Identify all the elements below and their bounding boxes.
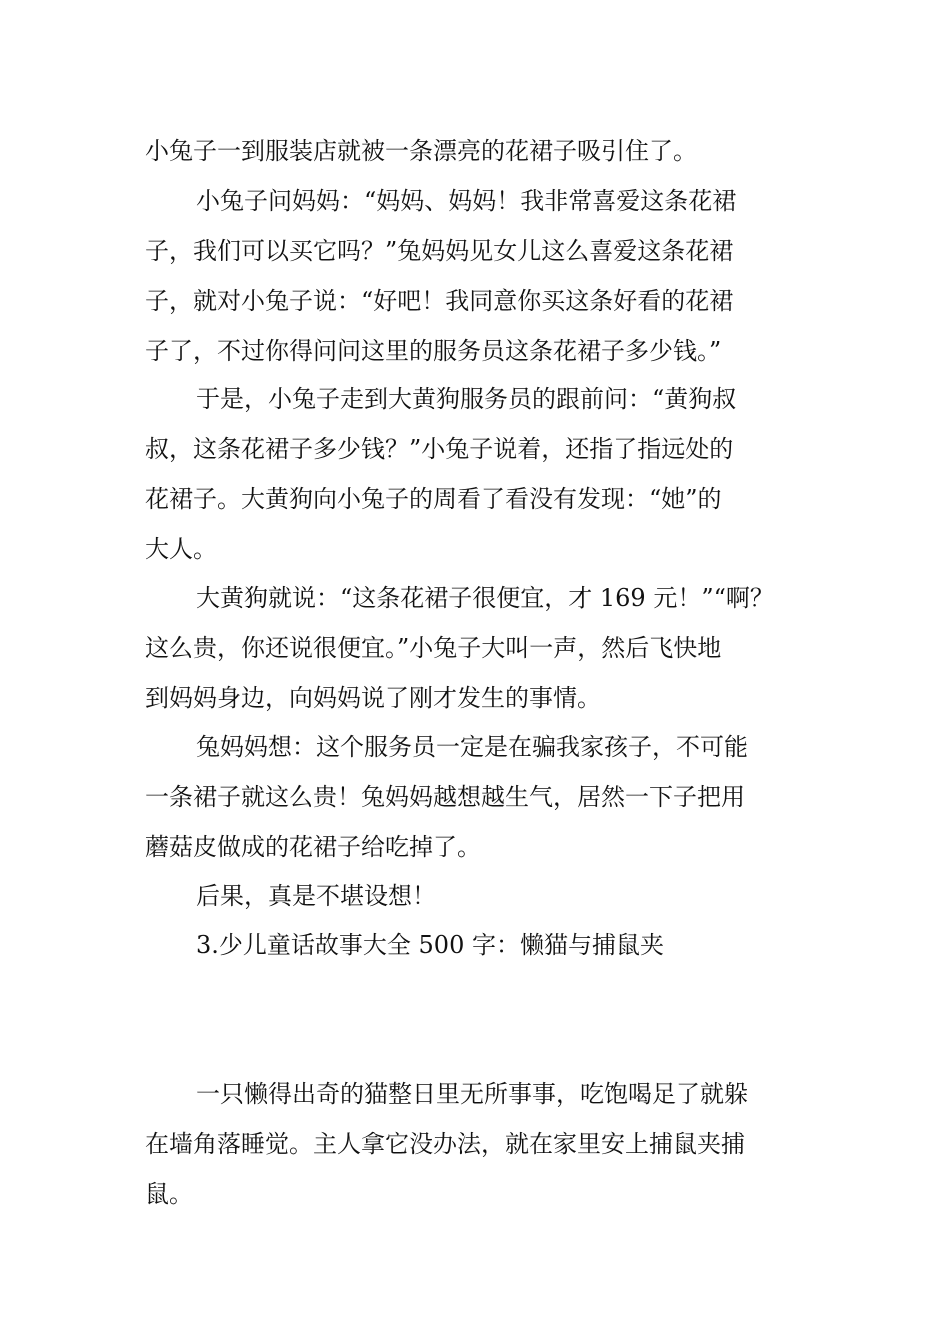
section-heading: 3.少儿童话故事大全 500 字：懒猫与捕鼠夹	[196, 931, 664, 959]
text-line: 一只懒得出奇的猫整日里无所事事，吃饱喝足了就躲	[196, 1080, 748, 1108]
text-line: 大黄狗就说：“这条花裙子很便宜，才 169 元！”“啊？	[196, 584, 774, 612]
text-line: 蘑菇皮做成的花裙子给吃掉了。	[145, 833, 481, 861]
text-line: 到妈妈身边，向妈妈说了刚才发生的事情。	[145, 684, 601, 712]
text-line: 后果，真是不堪设想！	[196, 882, 436, 910]
text-line: 小兔子问妈妈：“妈妈、妈妈！我非常喜爱这条花裙	[196, 187, 737, 215]
text-line: 一条裙子就这么贵！兔妈妈越想越生气，居然一下子把用	[145, 783, 745, 811]
text-line: 于是，小兔子走到大黄狗服务员的跟前问：“黄狗叔	[196, 385, 737, 413]
text-line: 子，就对小兔子说：“好吧！我同意你买这条好看的花裙	[145, 287, 734, 315]
text-line: 子，我们可以买它吗？”兔妈妈见女儿这么喜爱这条花裙	[145, 237, 734, 265]
text-line: 花裙子。大黄狗向小兔子的周看了看没有发现：“她”的	[145, 485, 722, 513]
text-line: 子了，不过你得问问这里的服务员这条花裙子多少钱。”	[145, 337, 722, 365]
text-line: 在墙角落睡觉。主人拿它没办法，就在家里安上捕鼠夹捕	[145, 1130, 745, 1158]
text-line: 这么贵，你还说很便宜。”小兔子大叫一声，然后飞快地	[145, 634, 722, 662]
text-line: 大人。	[145, 535, 217, 563]
text-line: 兔妈妈想：这个服务员一定是在骗我家孩子，不可能	[196, 733, 748, 761]
text-line: 小兔子一到服装店就被一条漂亮的花裙子吸引住了。	[145, 137, 697, 165]
text-line: 叔，这条花裙子多少钱？”小兔子说着，还指了指远处的	[145, 435, 734, 463]
text-line: 鼠。	[145, 1180, 193, 1208]
